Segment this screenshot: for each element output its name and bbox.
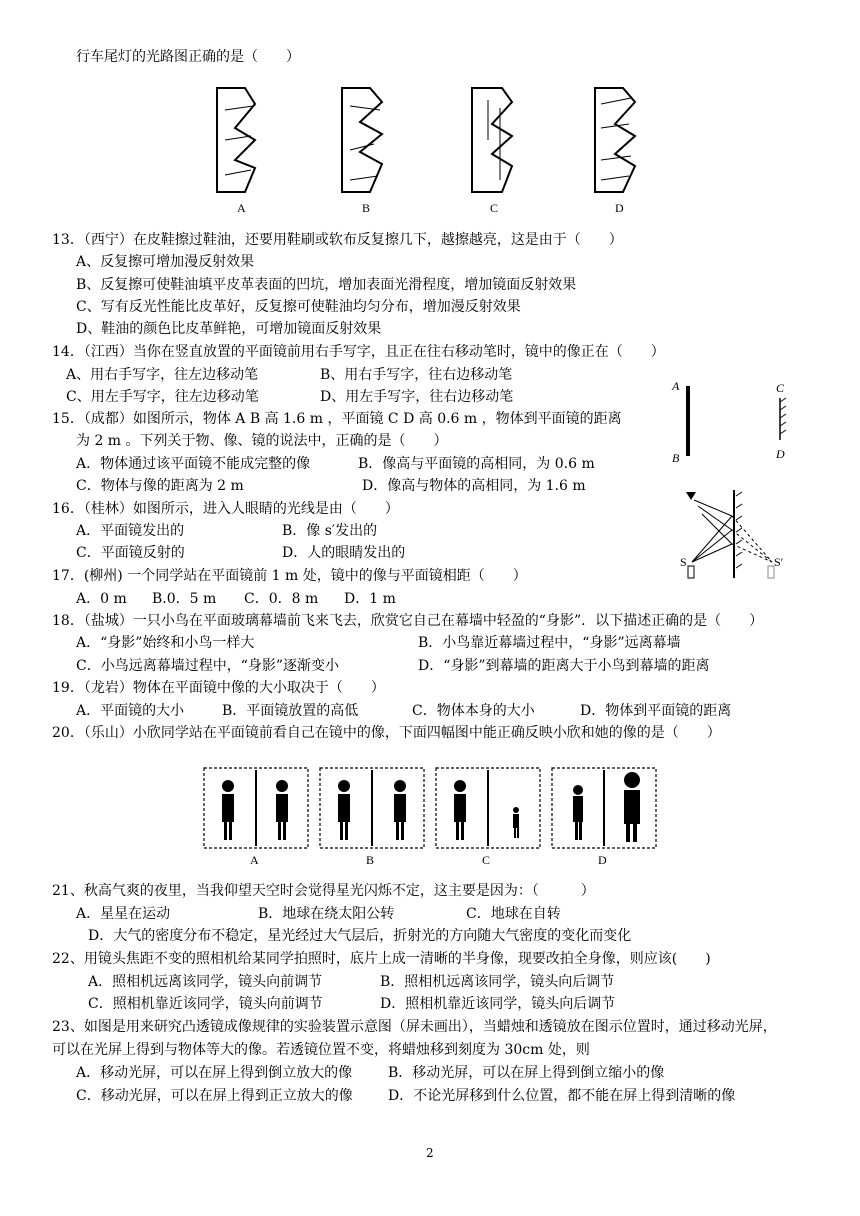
- q13-option-d: D、鞋油的颜色比皮革鲜艳，可增加镜面反射效果: [76, 321, 382, 337]
- q19-option-d: D．物体到平面镜的距离: [580, 703, 732, 719]
- q20-label-b: B: [366, 853, 375, 867]
- q13-option-b: B、反复擦可使鞋油填平皮革表面的凹坑，增加表面光滑程度，增加镜面反射效果: [76, 277, 577, 293]
- q17-option-b: B.0．5 m: [152, 591, 217, 607]
- q23-option-c: C．移动光屏，可以在屏上得到正立放大的像: [76, 1088, 353, 1104]
- q20-figure: [200, 764, 660, 870]
- page-number: 2: [426, 1146, 434, 1160]
- q23-option-a: A．移动光屏，可以在屏上得到倒立放大的像: [76, 1065, 353, 1081]
- q19-stem: 19．（龙岩）物体在平面镜中像的大小取决于（ ）: [52, 680, 385, 696]
- q12-label-a: A: [237, 201, 246, 215]
- q16-option-b: B．像 s′发出的: [282, 523, 378, 539]
- q14-stem: 14．（江西）当你在竖直放置的平面镜前用右手写字，且正在往右移动笔时，镜中的像正在（ ）: [52, 344, 665, 360]
- q23-stem-line2: 可以在光屏上得到与物体等大的像。若透镜位置不变，将蜡烛移到刻度为 30cm 处，则: [52, 1042, 590, 1058]
- q23-stem-line1: 23、如图是用来研究凸透镜成像规律的实验装置示意图（屏未画出），当蜡烛和透镜放在图示位置时，通过移动光屏，: [52, 1019, 777, 1035]
- q15-label-c: C: [776, 381, 785, 395]
- q13-stem: 13．（西宁）在皮鞋擦过鞋油，还要用鞋刷或软布反复擦几下，越擦越亮，这是由于（ ）: [52, 232, 623, 248]
- q20-label-c: C: [482, 853, 491, 867]
- q18-option-c: C．小鸟远离幕墙过程中，“身影”逐渐变小: [76, 658, 340, 674]
- q16-option-c: C．平面镜反射的: [76, 545, 185, 561]
- q18-option-a: A．“身影”始终和小鸟一样大: [76, 635, 255, 651]
- q23-option-d: D．不论光屏移到什么位置，都不能在屏上得到清晰的像: [388, 1088, 736, 1104]
- q20-label-a: A: [250, 853, 259, 867]
- q22-stem: 22、用镜头焦距不变的照相机给某同学拍照时，底片上成一清晰的半身像，现要改拍全身像，则应该( ): [52, 951, 711, 967]
- q15-figure: [668, 376, 798, 466]
- q15-option-a: A．物体通过该平面镜不能成完整的像: [76, 456, 311, 472]
- q21-option-c: C．地球在自转: [466, 906, 561, 922]
- q18-option-d: D．“身影”到幕墙的距离大于小鸟到幕墙的距离: [418, 658, 710, 674]
- q14-option-d: D、用左手写字，往右边移动笔: [320, 389, 514, 405]
- q16-option-a: A．平面镜发出的: [76, 523, 185, 539]
- taillight-diagram-a: [217, 88, 255, 192]
- q22-option-b: B．照相机远离该同学，镜头向后调节: [380, 974, 615, 990]
- q21-option-b: B．地球在绕太阳公转: [258, 906, 395, 922]
- q15-option-b: B．像高与平面镜的高相同，为 0.6 m: [358, 456, 595, 472]
- q14-option-a: A、用右手写字，往左边移动笔: [66, 367, 259, 383]
- q16-label-s-prime: S′: [774, 555, 784, 569]
- q17-option-d: D．1 m: [344, 591, 396, 607]
- eye-icon: [686, 492, 696, 500]
- q19-option-a: A．平面镜的大小: [76, 703, 185, 719]
- q19-option-c: C．物体本身的大小: [412, 703, 535, 719]
- q15-stem-line2: 为 2 m 。下列关于物、像、镜的说法中，正确的是（ ）: [76, 433, 448, 449]
- q12-stem: 行车尾灯的光路图正确的是（ ）: [76, 49, 300, 65]
- q21-option-a: A．星星在运动: [76, 906, 171, 922]
- q12-label-b: B: [362, 201, 371, 215]
- q13-option-c: C、写有反光性能比皮革好，反复擦可使鞋油均匀分布，增加漫反射效果: [76, 299, 521, 315]
- q15-option-d: D．像高与物体的高相同，为 1.6 m: [362, 478, 586, 494]
- q15-option-c: C．物体与像的距离为 2 m: [76, 478, 244, 494]
- q15-label-a: A: [672, 379, 680, 393]
- q15-label-d: D: [776, 447, 785, 461]
- q18-stem: 18．（盐城）一只小鸟在平面玻璃幕墙前飞来飞去，欣赏它自己在幕墙中轻盈的“身影”．以下描述正确的是（ ）: [52, 613, 764, 629]
- q21-option-d: D．大气的密度分布不稳定，星光经过大气层后，折射光的方向随大气密度的变化而变化: [88, 928, 632, 944]
- taillight-diagram-b: [342, 88, 382, 192]
- q17-option-a: A．0 m: [76, 591, 127, 607]
- q15-stem-line1: 15．（成都）如图所示，物体 A B 高 1.6 m ，平面镜 C D 高 0.6 m ，物体到平面镜的距离: [52, 411, 622, 427]
- q12-label-d: D: [615, 201, 624, 215]
- q12-label-c: C: [490, 201, 499, 215]
- q14-option-c: C、用左手写字，往左边移动笔: [66, 389, 259, 405]
- taillight-diagram-c: [472, 88, 512, 192]
- q16-stem: 16．（桂林）如图所示，进入人眼睛的光线是由（ ）: [52, 501, 399, 517]
- q23-option-b: B．移动光屏，可以在屏上得到倒立缩小的像: [388, 1065, 665, 1081]
- q22-option-d: D．照相机靠近该同学，镜头向后调节: [380, 996, 616, 1012]
- q17-option-c: C．0．8 m: [244, 591, 319, 607]
- q16-figure: [672, 486, 792, 586]
- q22-option-c: C．照相机靠近该同学，镜头向前调节: [88, 996, 323, 1012]
- q15-label-b: B: [672, 451, 680, 465]
- q21-stem: 21、秋高气爽的夜里，当我仰望天空时会觉得星光闪烁不定，这主要是因为：（ ）: [52, 883, 595, 899]
- q16-label-s: S: [680, 555, 687, 569]
- q20-label-d: D: [598, 853, 607, 867]
- q13-option-a: A、反复擦可增加漫反射效果: [76, 254, 255, 270]
- q18-option-b: B．小鸟靠近幕墙过程中，“身影”远离幕墙: [418, 635, 681, 651]
- q12-figure: [205, 80, 645, 220]
- q19-option-b: B．平面镜放置的高低: [222, 703, 359, 719]
- q22-option-a: A．照相机远离该同学，镜头向前调节: [88, 974, 323, 990]
- q14-option-b: B、用右手写字，往右边移动笔: [320, 367, 513, 383]
- q16-option-d: D．人的眼睛发出的: [282, 545, 406, 561]
- q20-stem: 20．（乐山）小欣同学站在平面镜前看自己在镜中的像，下面四幅图中能正确反映小欣和她的像的是（ ）: [52, 725, 721, 741]
- taillight-diagram-d: [595, 88, 635, 192]
- q17-stem: 17．(柳州) 一个同学站在平面镜前 1 m 处，镜中的像与平面镜相距（ ）: [52, 568, 527, 584]
